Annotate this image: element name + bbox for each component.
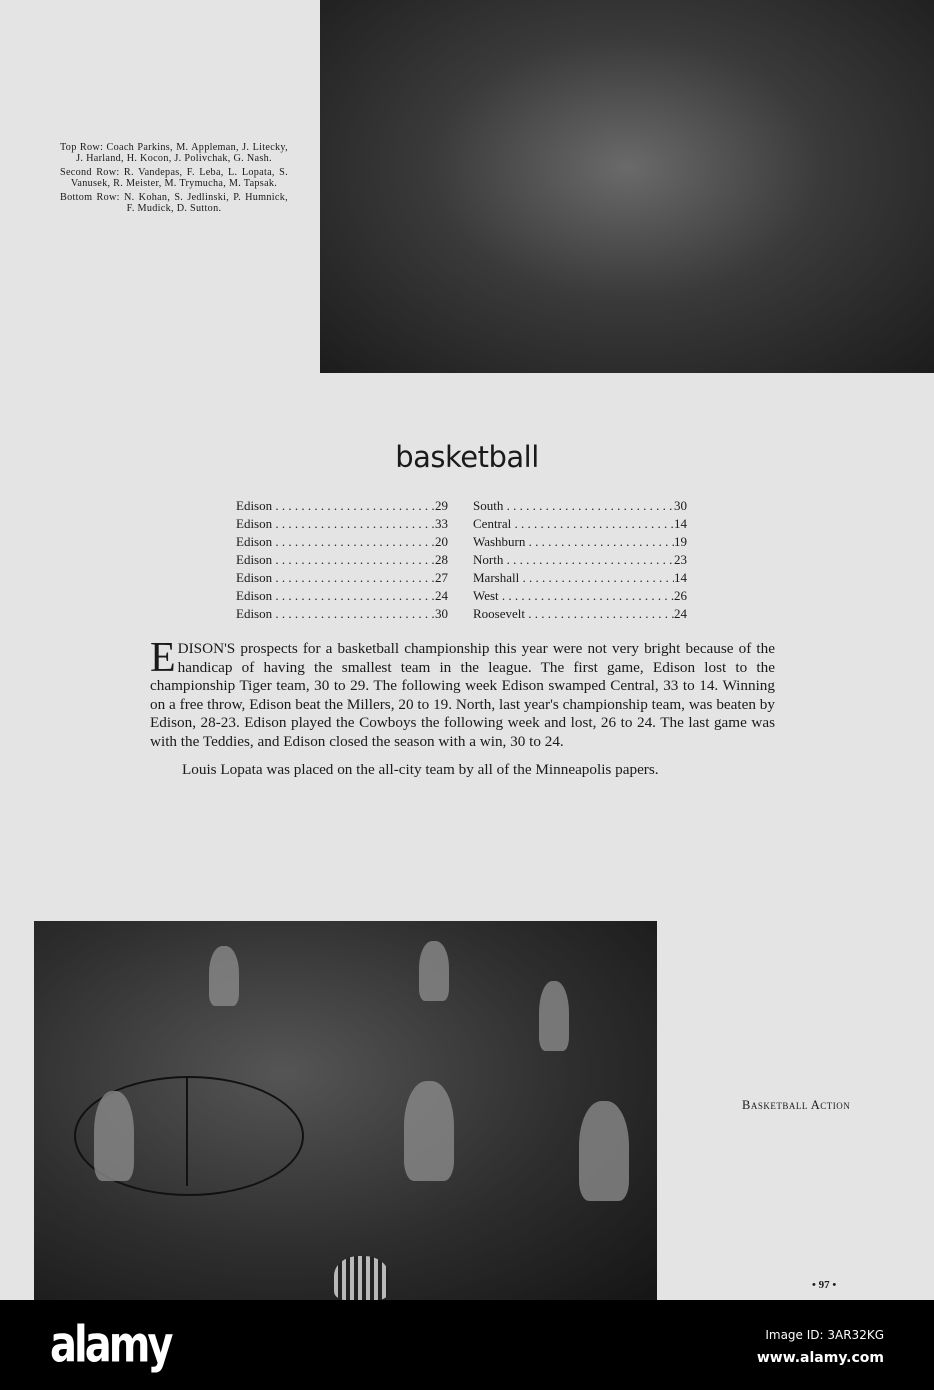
team-score: 30 (435, 606, 448, 621)
score-row (236, 515, 448, 533)
player-figure (94, 1091, 134, 1181)
opponent-score: 30 (674, 498, 687, 513)
team-name: Edison . . . (236, 605, 435, 623)
alamy-logo: alamy (50, 1316, 171, 1374)
story-paragraph-2: Louis Lopata was placed on the all-city team by all of the Minneapolis papers. (182, 760, 659, 778)
opponent-name: North . . . (473, 551, 674, 569)
edison-scores (236, 497, 448, 623)
opponent-score: 14 (674, 516, 687, 531)
player-figure (539, 981, 569, 1051)
score-row (473, 569, 687, 587)
opponent-score: 19 (674, 534, 687, 549)
action-photo (34, 921, 657, 1300)
opponent-name: South . . . (473, 497, 674, 515)
score-row (236, 605, 448, 623)
team-score: 33 (435, 516, 448, 531)
roster-second-row: Second Row: R. Vandepas, F. Leba, L. Lopata, S. Vanusek, R. Meister, M. Trymucha, M. Tapsak. (60, 167, 288, 189)
score-row (236, 533, 448, 551)
roster-caption (60, 143, 288, 218)
team-score: 27 (435, 570, 448, 585)
opponent-score: 24 (674, 606, 687, 621)
opponent-name: Roosevelt . . . (473, 605, 674, 623)
opponent-score: 14 (674, 570, 687, 585)
score-row (473, 587, 687, 605)
page-title: basketball (395, 440, 539, 474)
watermark-site: www.alamy.com (756, 1350, 884, 1366)
player-figure (579, 1101, 629, 1201)
player-figure (419, 941, 449, 1001)
opponent-score: 23 (674, 552, 687, 567)
team-name: Edison . . . (236, 569, 435, 587)
score-row (473, 497, 687, 515)
opponent-name: West . . . (473, 587, 674, 605)
drop-cap: E (150, 635, 176, 681)
player-figure (404, 1081, 454, 1181)
team-score: 20 (435, 534, 448, 549)
opponent-name: Washburn . . . (473, 533, 674, 551)
score-row (236, 551, 448, 569)
referee-figure (334, 1256, 389, 1300)
story-paragraph-1: DISON'S prospects for a basketball championship this year were not very bright because of the handicap of having the smallest team in the league. The first game, Edison lost to the championship Tiger team, 30 to 29. The following week Edison swamped Central, 33 to 14. Winning on a free throw, Edison beat the Millers, 20 to 19. North, last year's championship team, was beaten by Edison, 28-23. Edison played the Cowboys the following week and lost, 26 to 24. The last game was with the Teddies, and Edison closed the season with a win, 30 to 24. (150, 640, 775, 750)
team-score: 28 (435, 552, 448, 567)
score-row (473, 551, 687, 569)
page-number: • 97 • (812, 1279, 837, 1291)
watermark-bar (0, 1300, 934, 1390)
team-photo (320, 0, 934, 373)
team-name: Edison . . . (236, 533, 435, 551)
opponent-name: Marshall . . . (473, 569, 674, 587)
opponent-score: 26 (674, 588, 687, 603)
team-name: Edison . . . (236, 497, 435, 515)
team-score: 24 (435, 588, 448, 603)
story-text (150, 635, 775, 788)
score-row (473, 515, 687, 533)
player-figure (209, 946, 239, 1006)
score-row (236, 587, 448, 605)
photo-caption: Basketball Action (742, 1098, 851, 1112)
score-row (473, 533, 687, 551)
score-row (473, 605, 687, 623)
score-row (236, 497, 448, 515)
opponent-scores (473, 497, 687, 623)
team-name: Edison . . . (236, 551, 435, 569)
score-row (236, 569, 448, 587)
roster-bottom-row: Bottom Row: N. Kohan, S. Jedlinski, P. Humnick, F. Mudick, D. Sutton. (60, 192, 288, 214)
team-name: Edison . . . (236, 515, 435, 533)
image-id: Image ID: 3AR32KG (765, 1328, 884, 1342)
opponent-name: Central . . . (473, 515, 674, 533)
court-line (186, 1076, 188, 1186)
team-score: 29 (435, 498, 448, 513)
team-name: Edison . . . (236, 587, 435, 605)
roster-top-row: Top Row: Coach Parkins, M. Appleman, J. Litecky, J. Harland, H. Kocon, J. Polivchak, G. Nash. (60, 142, 288, 164)
